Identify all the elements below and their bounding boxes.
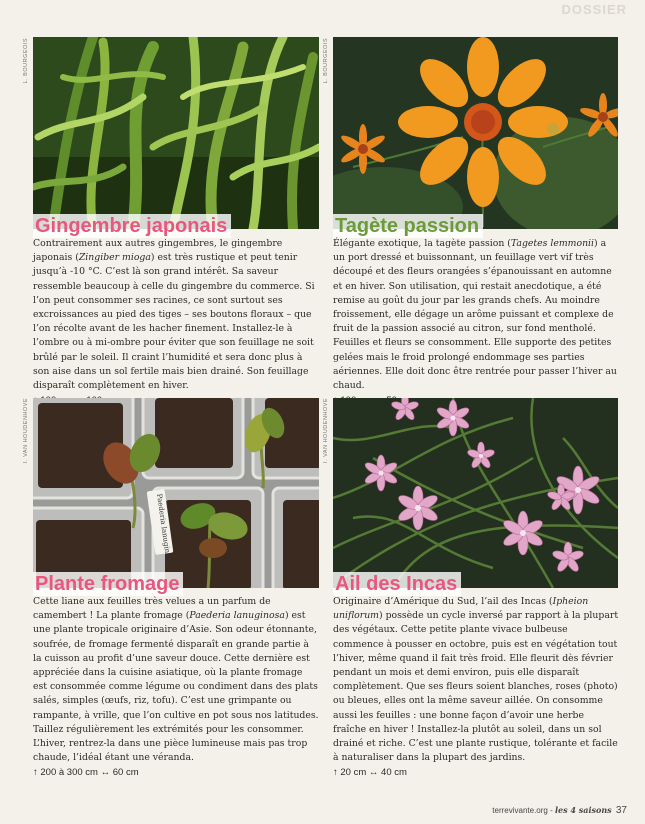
article-title: Ail des Incas xyxy=(333,572,461,596)
ipheion-photo xyxy=(333,398,618,588)
article-body: Élégante exotique, la tagète passion (Tagetes lemmonii) a un port dressé et buissonnant, un feuillage vert vif très découpé et des fleurs orangées s’épanouissant en automne et en hiver. Son utilisation, qui restait anecdotique, a été remise au goût du jour par les grands chefs. Au moindre froissement, elle dégage un arôme puissant et complexe de fruit de la passion associé au citron, sur fond mentholé. Feuilles et fleurs se consomment. Elle supporte des petites gelées mais le froid prolongé endommage ses parties aériennes. Elle doit donc être rentrée pour passer l’hiver au chaud. xyxy=(333,237,619,408)
photo-credit: L. BOURGEOIS xyxy=(323,38,329,84)
article-body: Originaire d’Amérique du Sud, l’ail des Incas (Ipheion uniflorum) possède un cycle inversé par rapport à la plupart des végétaux. Cette petite plante vivace bulbeuse commence à pousser en octobre, puis est en végétation tout l’hiver, même quand il fait très froid. Elle fleurit dès février pendant un mois et demi environ, puis elle disparaît complètement. Que ses fleurs soient blanches, roses (photo) ou bleues, elles ont la même saveur aillée. On consomme aussi les feuilles : une bonne façon d’avoir une herbe fraîche en hiver ! Installez-la plutôt au soleil, dans un sol drainé et riche. C’est une plante rustique, tolérante et facile à naturaliser dans la plupart des jardins. ↑ 20 cm ↔ 40 cm xyxy=(333,595,619,781)
article-body: Contrairement aux autres gingembres, le gingembre japonais (Zingiber mioga) est très rustique et peut tenir jusqu’à -10 °C. C’est là son grand intérêt. Sa saveur ressemble beaucoup à celle du gingembre du commerce. Si l’on peut consommer ses racines, ce sont surtout ses excroissances au pied des tiges – ses boutons floraux – que l’on récolte avant de les hacher finement. Installez-le à l’ombre ou à mi-ombre pour éviter que son feuillage ne soit brûlé par le soleil. Il craint l’humidité et sera donc plus à son aise dans un sol fertile mais bien drainé. Son feuillage disparaît complètement en hiver. xyxy=(33,237,319,408)
tagetes-photo xyxy=(333,37,618,229)
photo-credit: I. VAN HOUDENHOVE xyxy=(23,398,29,463)
article-title: Gingembre japonais xyxy=(33,214,231,238)
article-title: Tagète passion xyxy=(333,214,483,238)
plant-size: ↑ 200 à 300 cm ↔ 60 cm xyxy=(33,767,139,779)
article-body: Cette liane aux feuilles très velues a un parfum de camembert ! La plante fromage (Paederia lanuginosa) est une plante tropicale originaire d’Asie. Son odeur étonnante, soufrée, de fromage fermenté disparaît en grande partie à la cuisson au profit d’une saveur douce. Cette dernière est appréciée dans la cuisine asiatique, où la plante fromage est consommée comme légume ou condiment dans des plats salés, simples (œufs, riz, tofu). C’est une grimpante ou rampante, à vrille, que l’on cultive en pot sous nos latitudes. Taillez régulièrement les extrémités pour les consommer. L’hiver, rentrez-la dans une pièce lumineuse mais pas trop chaude, l’idéal étant une véranda. ↑ 200 à 300 cm ↔ 60 cm xyxy=(33,595,319,781)
photo-credit: I. VAN HOUDENHOVE xyxy=(323,398,329,463)
footer-brand: les 4 saisons xyxy=(554,805,612,815)
section-corner-label: DOSSIER xyxy=(561,2,627,17)
cheese-plant-photo xyxy=(33,398,319,588)
plant-size: ↑ 20 cm ↔ 40 cm xyxy=(333,767,407,779)
article-title: Plante fromage xyxy=(33,572,183,596)
footer-site: terrevivante.org xyxy=(492,806,548,815)
ginger-photo xyxy=(33,37,319,229)
photo-credit: L. BOURGEOIS xyxy=(23,38,29,84)
plant-label-tag: Paederia lanuginosa xyxy=(155,493,173,566)
page-number: 37 xyxy=(615,805,627,816)
page-footer: terrevivante.org - les 4 saisons 37 xyxy=(492,805,627,816)
